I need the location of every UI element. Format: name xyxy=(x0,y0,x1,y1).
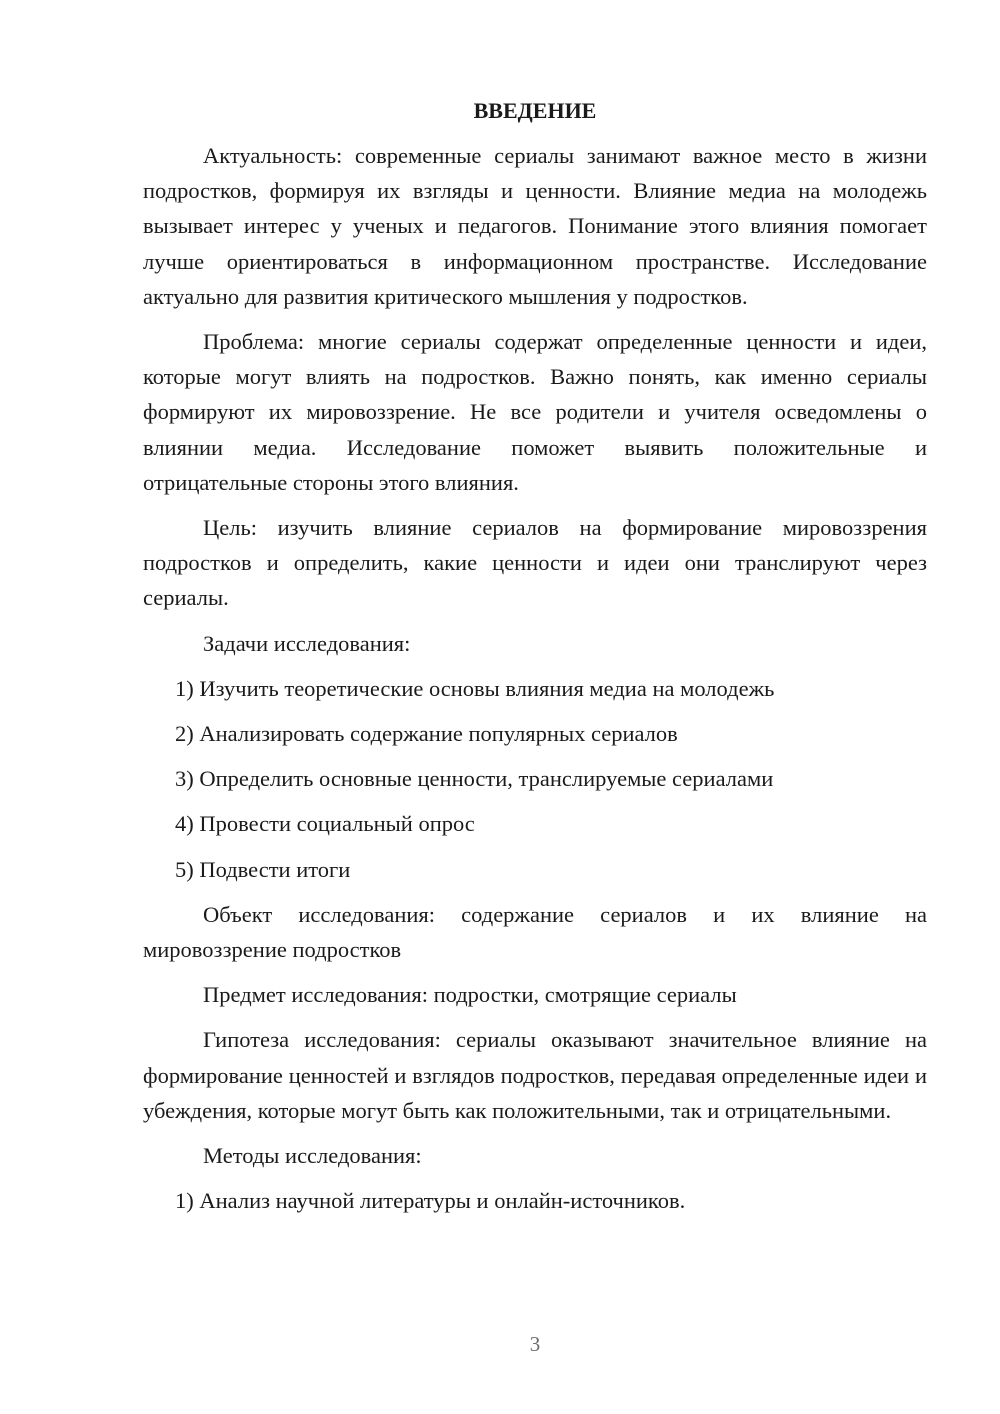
section-title: ВВЕДЕНИЕ xyxy=(473,98,597,123)
tasks-heading: Задачи исследования: xyxy=(203,630,411,656)
task-item: 5) Подвести итоги xyxy=(175,856,351,882)
task-item: 4) Провести социальный опрос xyxy=(175,811,475,837)
goal-paragraph: Цель: изучить влияние сериалов на формирование мировоззрения подростков и определить, какие ценности и идеи они транслируют через сериалы. xyxy=(143,515,927,611)
task-item: 2) Анализировать содержание популярных сериалов xyxy=(175,721,678,747)
tasks-list xyxy=(143,671,927,887)
task-item: 3) Определить основные ценности, транслируемые сериалами xyxy=(175,766,774,792)
method-item: 1) Анализ научной литературы и онлайн-источников. xyxy=(175,1188,686,1214)
methods-list xyxy=(143,1183,927,1218)
task-item: 1) Изучить теоретические основы влияния медиа на молодежь xyxy=(175,675,775,701)
methods-heading: Методы исследования: xyxy=(203,1143,422,1169)
subject-paragraph: Предмет исследования: подростки, смотрящие сериалы xyxy=(203,982,737,1008)
page-number: 3 xyxy=(529,1332,541,1356)
problem-paragraph: Проблема: многие сериалы содержат определенные ценности и идеи, которые могут влиять на подростков. Важно понять, как именно сериалы формируют их мировоззрение. Не все родители и учителя осведомлены о влиянии медиа. Исследование поможет выявить положительные и отрицательные стороны этого влияния. xyxy=(143,329,927,495)
hypothesis-paragraph: Гипотеза исследования: сериалы оказывают значительное влияние на формирование ценностей и взглядов подростков, передавая определенные идеи и убеждения, которые могут быть как положительными, так и отрицательными. xyxy=(143,1027,927,1123)
document-body xyxy=(143,94,927,1228)
relevance-paragraph: Актуальность: современные сериалы занимают важное место в жизни подростков, формируя их взгляды и ценности. Влияние медиа на молодежь вызывает интерес у ученых и педагогов. Понимание этого влияния помогает лучше ориентироваться в информационном пространстве. Исследование актуально для развития критического мышления у подростков. xyxy=(143,143,927,309)
object-paragraph: Объект исследования: содержание сериалов и их влияние на мировоззрение подростков xyxy=(143,901,927,963)
